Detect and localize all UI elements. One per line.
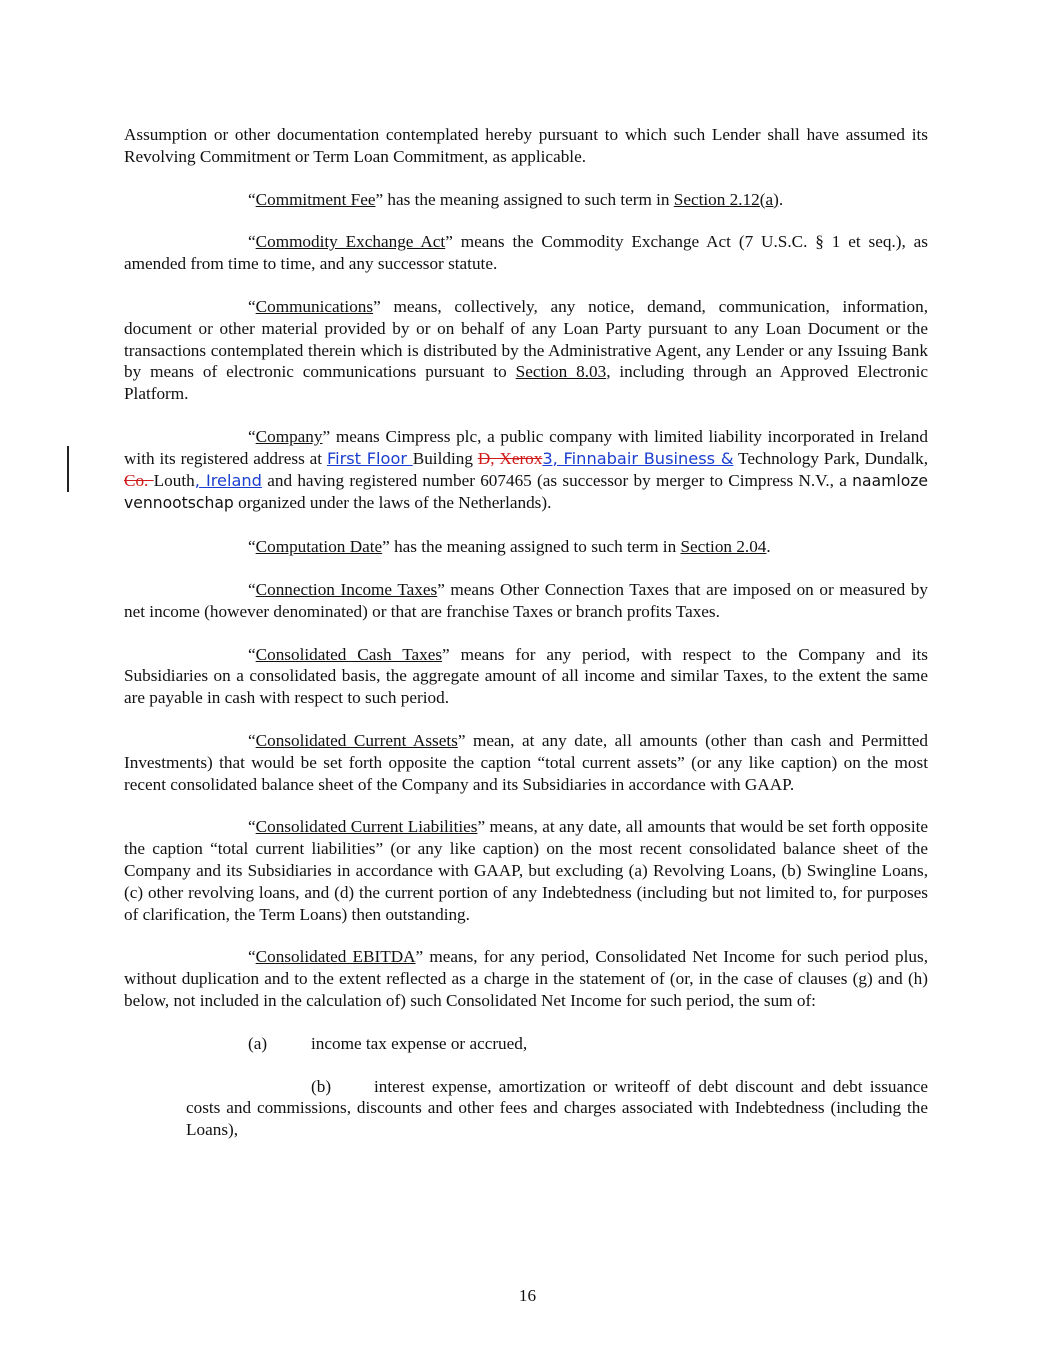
inserted-text: 3, Finnabair Business & <box>542 448 734 468</box>
open-quote: “ <box>248 730 256 750</box>
continuation-paragraph: Assumption or other documentation contemplated hereby pursuant to which such Lender shall have assumed its Revolving Commitment or Term Loan Commitment, as applicable. <box>124 125 928 166</box>
section-reference: Section 8.03 <box>515 362 607 382</box>
defined-term: Connection Income Taxes <box>255 579 438 599</box>
definition-connection-income-taxes <box>124 579 928 623</box>
definition-text: ” means, at any date, all amounts that would be set forth opposite the caption “total current liabilities” (or any like caption) on the most recent consolidated balance sheet of the Company and its Subsidiaries in accordance with GAAP, but excluding (a) Revolving Loans, (b) Swingline Loans, (c) other revolving loans, and (d) the current portion of any Indebtedness (including but not limited to, for purposes of clarification, the Term Loans) then outstanding. <box>124 817 928 924</box>
defined-term: Company <box>255 426 323 446</box>
open-quote: “ <box>248 947 256 967</box>
definition-text: Building <box>412 448 478 468</box>
open-quote: “ <box>248 817 256 837</box>
foreign-term: naamloze vennootschap <box>124 471 929 513</box>
open-quote: “ <box>248 579 256 599</box>
defined-term: Commodity Exchange Act <box>255 232 446 252</box>
clause-label: (a) <box>248 1033 268 1053</box>
definition-text: ” means for any period, with respect to the Company and its Subsidiaries on a consolidated basis, the aggregate amount of all income and similar Taxes, to the extent the same are payable in cash with respect to such period. <box>124 644 928 708</box>
definition-commitment-fee <box>124 189 928 211</box>
defined-term: Computation Date <box>255 537 383 557</box>
definition-text: Technology Park, Dundalk, <box>733 448 928 468</box>
defined-term: Consolidated Current Assets <box>255 730 458 750</box>
open-quote: “ <box>248 426 256 446</box>
open-quote: “ <box>248 644 256 664</box>
definition-text-tail: , including through an Approved Electronic Platform. <box>124 362 928 404</box>
definition-consolidated-current-liabilities <box>124 816 928 925</box>
inserted-text: First Floor <box>326 448 413 468</box>
period: . <box>778 189 784 209</box>
definition-consolidated-cash-taxes <box>124 644 928 709</box>
defined-term: Commitment Fee <box>255 189 376 209</box>
defined-term: Consolidated EBITDA <box>255 947 416 967</box>
definition-text: ” mean, at any date, all amounts (other than cash and Permitted Investments) that would be set forth opposite the caption “total current assets” (or any like caption) on the most recent consolidated balance sheet of the Company and its Subsidiaries in accordance with GAAP. <box>124 730 928 794</box>
definition-text: ” means, for any period, Consolidated Net Income for such period plus, without duplication and to the extent reflected as a charge in the statement of (or, in the case of clauses (g) and (h) below, not included in the calculation of) such Consolidated Net Income for such period, the sum of: <box>124 947 928 1010</box>
period: . <box>766 537 771 557</box>
definition-text: ” means the Commodity Exchange Act (7 U.S.C. § 1 et seq.), as amended from time to time, and any successor statute. <box>124 232 928 274</box>
deleted-text: Co. <box>124 470 154 490</box>
definition-text: and having registered number 607465 (as successor by merger to Cimpress N.V., a <box>261 470 853 490</box>
definition-consolidated-ebitda <box>124 946 928 1011</box>
open-quote: “ <box>248 232 256 252</box>
clause-b <box>186 1076 928 1141</box>
clause-text: interest expense, amortization or writeoff of debt discount and debt issuance costs and commissions, discounts and other fees and charges associated with Indebtedness (including the Loans), <box>186 1076 928 1140</box>
clause-text: income tax expense or accrued, <box>311 1033 528 1053</box>
definition-text: organized under the laws of the Netherlands). <box>233 493 552 513</box>
deleted-text: D, Xerox <box>477 448 543 468</box>
defined-term: Consolidated Cash Taxes <box>255 644 443 664</box>
definition-text: ” means, collectively, any notice, demand, communication, information, document or other material provided by or on behalf of any Loan Party pursuant to any Loan Document or the transactions contemplated therein which is distributed by the Administrative Agent, any Lender or any Issuing Bank by means of electronic communications pursuant to <box>124 296 928 382</box>
definition-text: ” means Other Connection Taxes that are imposed on or measured by net income (however denominated) or that are franchise Taxes or branch profits Taxes. <box>124 579 928 621</box>
definition-commodity-exchange-act <box>124 231 928 275</box>
defined-term: Communications <box>255 296 374 316</box>
definition-text: Louth <box>153 470 195 490</box>
defined-term: Consolidated Current Liabilities <box>255 817 478 837</box>
clause-a <box>124 1033 928 1055</box>
definition-communications <box>124 296 928 405</box>
revision-change-bar <box>67 446 69 492</box>
definition-text: ” has the meaning assigned to such term in <box>382 537 681 557</box>
definition-text: ” has the meaning assigned to such term in <box>375 189 674 209</box>
inserted-text: , Ireland <box>194 470 262 490</box>
definition-company <box>124 426 928 515</box>
definition-consolidated-current-assets <box>124 730 928 795</box>
section-reference: Section 2.12(a) <box>673 189 779 209</box>
open-quote: “ <box>248 189 256 209</box>
open-quote: “ <box>248 537 256 557</box>
definition-text: ” means Cimpress plc, a public company with limited liability incorporated in Ireland with its registered address at <box>124 426 928 468</box>
open-quote: “ <box>248 296 256 316</box>
clause-label: (b) <box>311 1076 332 1096</box>
section-reference: Section 2.04 <box>680 537 767 557</box>
page-number: 16 <box>518 1286 537 1305</box>
definition-computation-date <box>124 536 928 558</box>
document-body <box>124 124 928 1162</box>
